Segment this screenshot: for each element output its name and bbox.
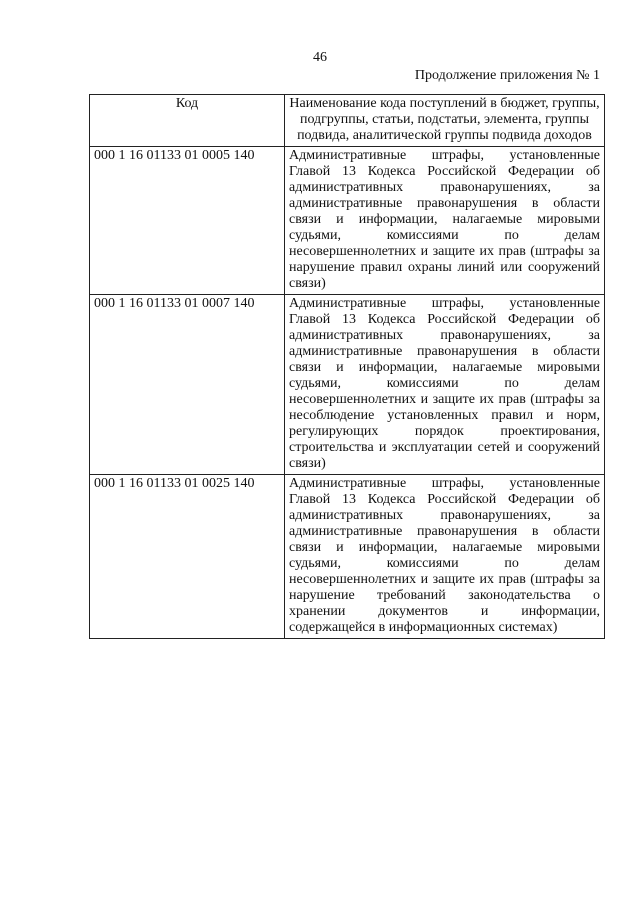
continuation-note: Продолжение приложения № 1 [414, 68, 600, 83]
code-cell: 000 1 16 01133 01 0025 140 [90, 475, 285, 639]
column-header-code: Код [90, 95, 285, 147]
description-cell: Административные штрафы, установленные Главой 13 Кодекса Российской Федерации об административных правонарушениях, за административные правонарушения в области связи и информации, налагаемые мировыми судьями, комиссиями по делам несовершеннолетних и защите их прав (штрафы за нарушение требований законодательства о хранении документов и информации, содержащейся в информационных системах) [285, 475, 605, 639]
description-cell: Административные штрафы, установленные Главой 13 Кодекса Российской Федерации об административных правонарушениях, за административные правонарушения в области связи и информации, налагаемые мировыми судьями, комиссиями по делам несовершеннолетних и защите их прав (штрафы за несоблюдение установленных правил и норм, регулирующих порядок проектирования, строительства и эксплуатации сетей и сооружений связи) [285, 295, 605, 475]
table-row [90, 475, 605, 639]
code-cell: 000 1 16 01133 01 0007 140 [90, 295, 285, 475]
revenue-codes-table [89, 94, 605, 639]
description-cell: Административные штрафы, установленные Главой 13 Кодекса Российской Федерации об административных правонарушениях, за административные правонарушения в области связи и информации, налагаемые мировыми судьями, комиссиями по делам несовершеннолетних и защите их прав (штрафы за нарушение правил охраны линий или сооружений связи) [285, 147, 605, 295]
page-number: 46 [313, 50, 327, 65]
table-header-row [90, 95, 605, 147]
table-row [90, 147, 605, 295]
column-header-name: Наименование кода поступлений в бюджет, группы, подгруппы, статьи, подстатьи, элемента, группы подвида, аналитической группы подвида доходов [285, 95, 605, 147]
code-cell: 000 1 16 01133 01 0005 140 [90, 147, 285, 295]
table-row [90, 295, 605, 475]
